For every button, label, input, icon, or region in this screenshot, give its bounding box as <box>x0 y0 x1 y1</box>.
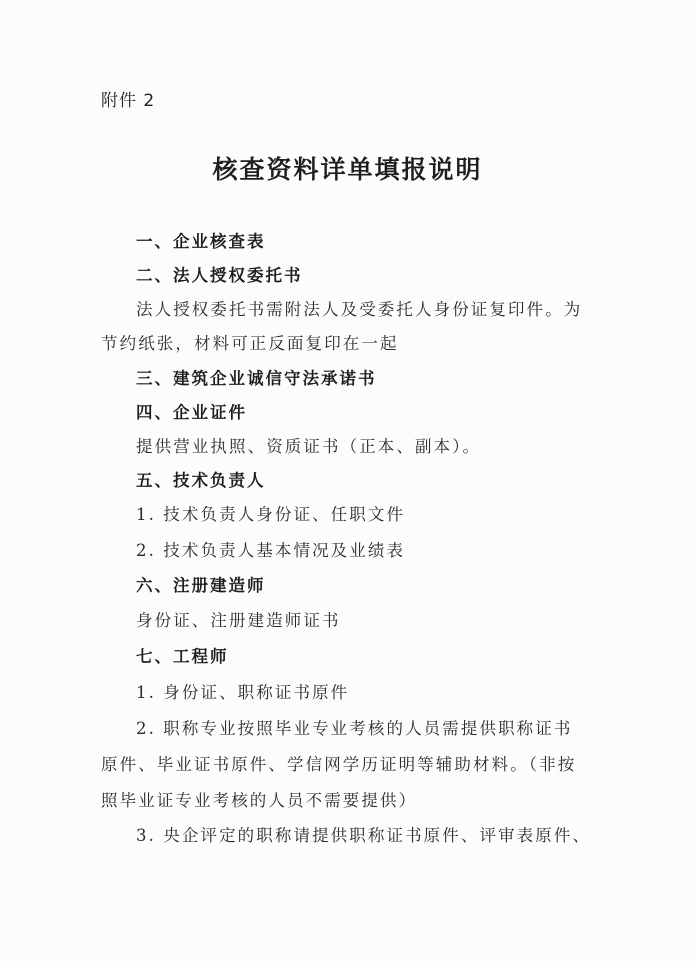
paragraph-line: 原件、毕业证书原件、学信网学历证明等辅助材料。（非按 <box>101 755 577 774</box>
section-heading-2: 二、法人授权委托书 <box>136 266 303 285</box>
paragraph-line: 法人授权委托书需附法人及受委托人身份证复印件。为 <box>136 300 583 319</box>
paragraph-line: 节约纸张，材料可正反面复印在一起 <box>101 334 399 353</box>
section-heading-1: 一、企业核查表 <box>136 232 266 251</box>
list-item: 2. 技术负责人基本情况及业绩表 <box>136 541 406 560</box>
section-heading-4: 四、企业证件 <box>136 403 247 422</box>
section-heading-6: 六、注册建造师 <box>136 576 266 595</box>
attachment-label: 附件 2 <box>101 91 156 111</box>
paragraph-line: 照毕业证专业考核的人员不需要提供） <box>101 791 418 810</box>
document-title: 核查资料详单填报说明 <box>212 155 483 184</box>
list-item: 1. 身份证、职称证书原件 <box>136 683 350 702</box>
section-heading-7: 七、工程师 <box>136 647 229 666</box>
list-item: 2. 职称专业按照毕业专业考核的人员需提供职称证书 <box>136 719 573 738</box>
paragraph-line: 提供营业执照、资质证书（正本、副本）。 <box>136 437 482 456</box>
section-heading-5: 五、技术负责人 <box>136 471 266 490</box>
section-heading-3: 三、建筑企业诚信守法承诺书 <box>136 369 377 388</box>
list-item: 3. 央企评定的职称请提供职称证书原件、评审表原件、 <box>136 826 592 845</box>
paragraph-line: 身份证、注册建造师证书 <box>136 611 341 630</box>
list-item: 1. 技术负责人身份证、任职文件 <box>136 505 406 524</box>
